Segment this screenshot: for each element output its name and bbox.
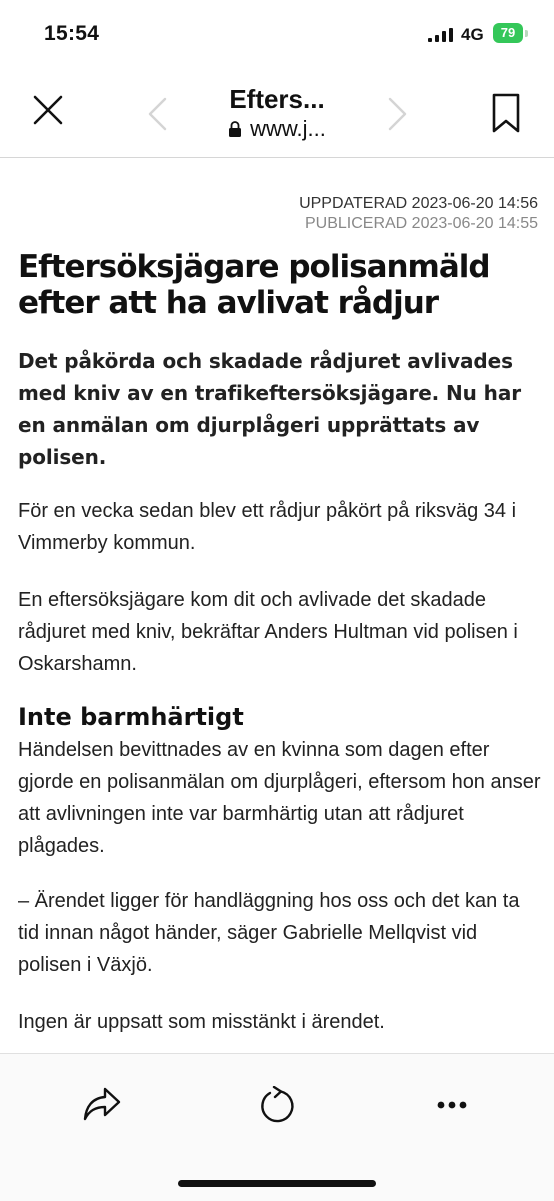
reload-icon[interactable] xyxy=(257,1086,297,1126)
article-lead: Det påkörda och skadade rådjuret avlivades med kniv av en trafikeftersöksjägare. Nu har en anmälan om djurplågeri upprättats av polisen. xyxy=(18,349,521,469)
article-paragraph: Händelsen bevittnades av en kvinna som dagen efter gjorde en polisanmälan om djurplågeri, eftersom hon anser att avlivningen inte var barmhärtig utan att rådjuret plågades. xyxy=(18,739,541,857)
battery-icon xyxy=(493,23,523,43)
bottom-toolbar xyxy=(0,1053,554,1201)
signal-icon xyxy=(428,28,454,42)
article-subheading: Inte barmhärtigt xyxy=(18,703,244,731)
bookmark-icon[interactable] xyxy=(490,92,522,134)
article-paragraph: – Ärendet ligger för handläggning hos oss och det kan ta tid innan något händer, säger Gabrielle Mellqvist vid polisen i Växjö. xyxy=(18,890,520,976)
battery-nub xyxy=(525,30,528,37)
status-bar xyxy=(0,0,554,60)
home-indicator[interactable] xyxy=(178,1180,376,1187)
updated-timestamp: UPPDATERAD 2023-06-20 14:56 xyxy=(299,195,538,212)
status-time: 15:54 xyxy=(44,22,100,45)
more-icon[interactable] xyxy=(436,1100,468,1110)
article-paragraph: För en vecka sedan blev ett rådjur påkört på riksväg 34 i Vimmerby kommun. xyxy=(18,500,517,554)
forward-icon[interactable] xyxy=(387,97,409,131)
lock-icon xyxy=(228,121,242,137)
battery-level: 79 xyxy=(500,25,516,40)
share-icon[interactable] xyxy=(82,1086,122,1122)
network-label: 4G xyxy=(461,25,484,44)
page-url[interactable] xyxy=(170,116,384,142)
published-timestamp: PUBLICERAD 2023-06-20 14:55 xyxy=(304,215,538,232)
article-paragraph: Ingen är uppsatt som misstänkt i ärendet. xyxy=(18,1011,385,1033)
browser-nav-bar xyxy=(0,60,554,158)
back-icon[interactable] xyxy=(146,97,168,131)
article-headline: Eftersöksjägare polisanmäld efter att ha avlivat rådjur xyxy=(18,249,490,321)
close-icon[interactable] xyxy=(32,94,64,126)
page-title: Efters... xyxy=(229,84,325,114)
page-url-text: www.j... xyxy=(250,116,326,141)
article-paragraph: En eftersöksjägare kom dit och avlivade det skadade rådjuret med kniv, bekräftar Anders Hultman vid polisen i Oskarshamn. xyxy=(18,589,518,675)
